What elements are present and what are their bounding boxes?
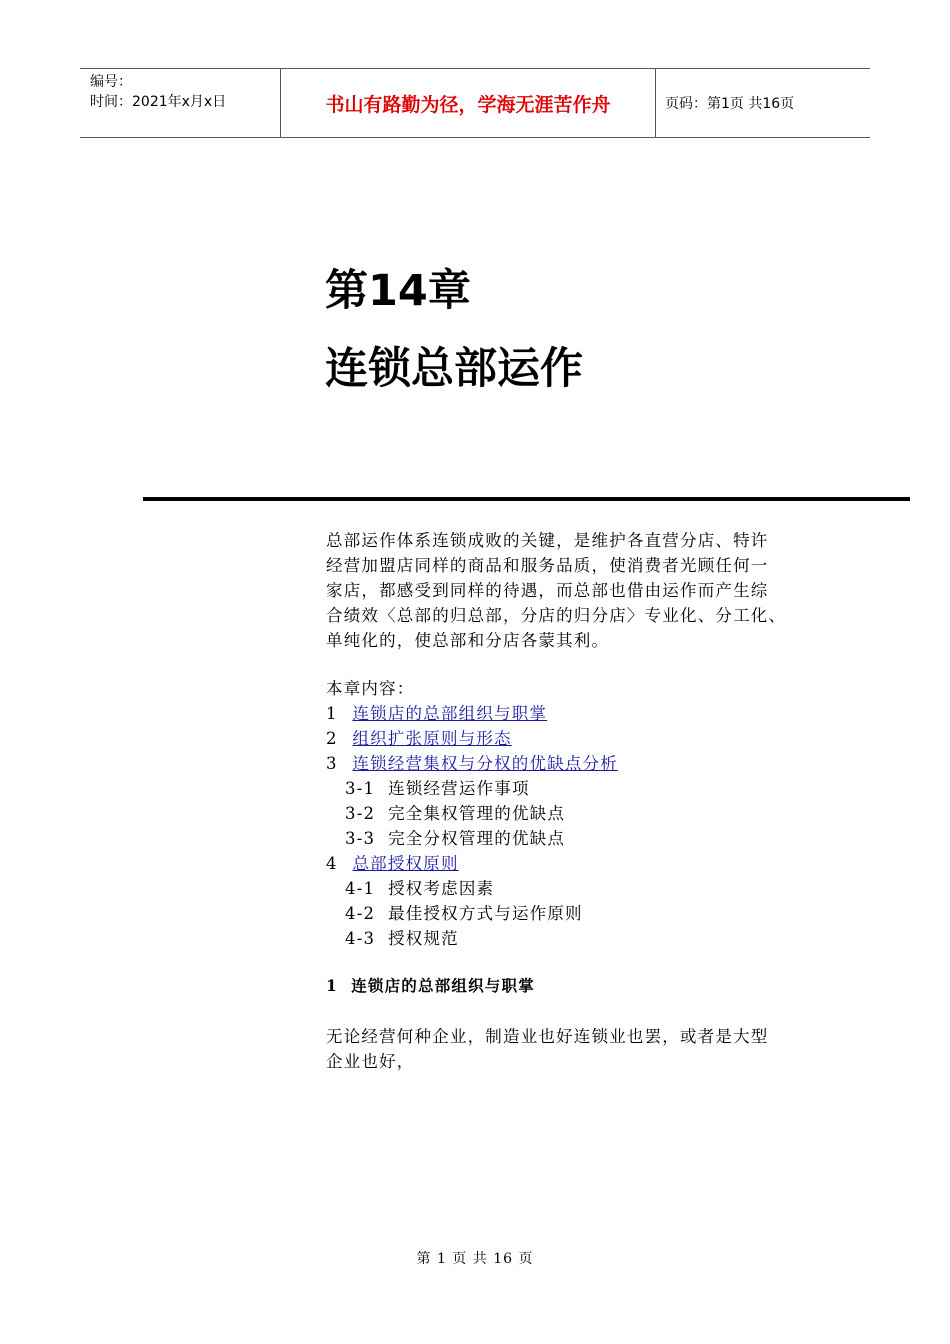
intro-line: 经营加盟店同样的商品和服务品质，使消费者光顾任何一 (326, 556, 769, 575)
section-line: 无论经营何种企业，制造业也好连锁业也罢，或者是大型 (326, 1027, 769, 1046)
chapter-number: 第14章 (325, 266, 471, 316)
toc-heading: 本章内容： (326, 679, 415, 698)
toc-subitem (326, 926, 826, 951)
toc-subitem-number: 3-2 (345, 804, 376, 823)
header-page-info: 页码：第1页 共16页 (665, 96, 795, 112)
intro-line: 家店，都感受到同样的待遇，而总部也借由运作而产生综 (326, 581, 769, 600)
toc-item (326, 751, 826, 776)
toc-item-number: 1 (326, 704, 338, 723)
toc-subitem-number: 3-3 (345, 829, 376, 848)
title-divider (143, 497, 910, 501)
section-paragraph (326, 1024, 826, 1074)
date-text: 时间：2021年x月x日 (90, 94, 227, 110)
toc-subitem-number: 4-2 (345, 904, 376, 923)
toc-subitem-label: 完全集权管理的优缺点 (388, 804, 566, 823)
toc-subitem (326, 801, 826, 826)
document-header (80, 68, 870, 138)
toc-subitem (326, 776, 826, 801)
toc-link-centralization-analysis[interactable]: 连锁经营集权与分权的优缺点分析 (352, 754, 618, 773)
toc-link-authorization-principles[interactable]: 总部授权原则 (352, 854, 459, 873)
toc-subitem-number: 3-1 (345, 779, 376, 798)
section-title: 连锁店的总部组织与职掌 (351, 976, 535, 995)
section-line: 企业也好， (326, 1052, 415, 1071)
toc-item (326, 851, 826, 876)
toc-subitem-label: 最佳授权方式与运作原则 (388, 904, 583, 923)
intro-line: 总部运作体系连锁成败的关键，是维护各直营分店、特许 (326, 531, 769, 550)
toc-subitem-number: 4-3 (345, 929, 376, 948)
toc-subitem-label: 完全分权管理的优缺点 (388, 829, 566, 848)
toc-subitem-number: 4-1 (345, 879, 376, 898)
intro-line: 合绩效〈总部的归总部，分店的归分店〉专业化、分工化、 (326, 606, 787, 625)
section-heading (326, 974, 826, 996)
header-meta (80, 69, 280, 137)
toc-subitem (326, 826, 826, 851)
toc-subitem-label: 连锁经营运作事项 (388, 779, 530, 798)
table-of-contents (326, 676, 826, 951)
intro-line: 单纯化的，使总部和分店各蒙其利。 (326, 631, 610, 650)
toc-subitem (326, 901, 826, 926)
header-motto: 书山有路勤为径，学海无涯苦作舟 (280, 69, 656, 137)
toc-subitem-label: 授权规范 (388, 929, 459, 948)
toc-link-expansion-principles[interactable]: 组织扩张原则与形态 (352, 729, 512, 748)
toc-item-number: 3 (326, 754, 338, 773)
toc-item-number: 2 (326, 729, 338, 748)
section-number: 1 (326, 976, 338, 995)
code-label: 编号： (90, 74, 132, 90)
chapter-title: 连锁总部运作 (325, 344, 583, 394)
toc-item (326, 701, 826, 726)
toc-item (326, 726, 826, 751)
intro-paragraph (326, 528, 826, 653)
page-footer: 第 1 页 共 16 页 (416, 1251, 534, 1267)
toc-link-headquarters-organization[interactable]: 连锁店的总部组织与职掌 (352, 704, 548, 723)
toc-item-number: 4 (326, 854, 338, 873)
toc-subitem (326, 876, 826, 901)
toc-subitem-label: 授权考虑因素 (388, 879, 495, 898)
